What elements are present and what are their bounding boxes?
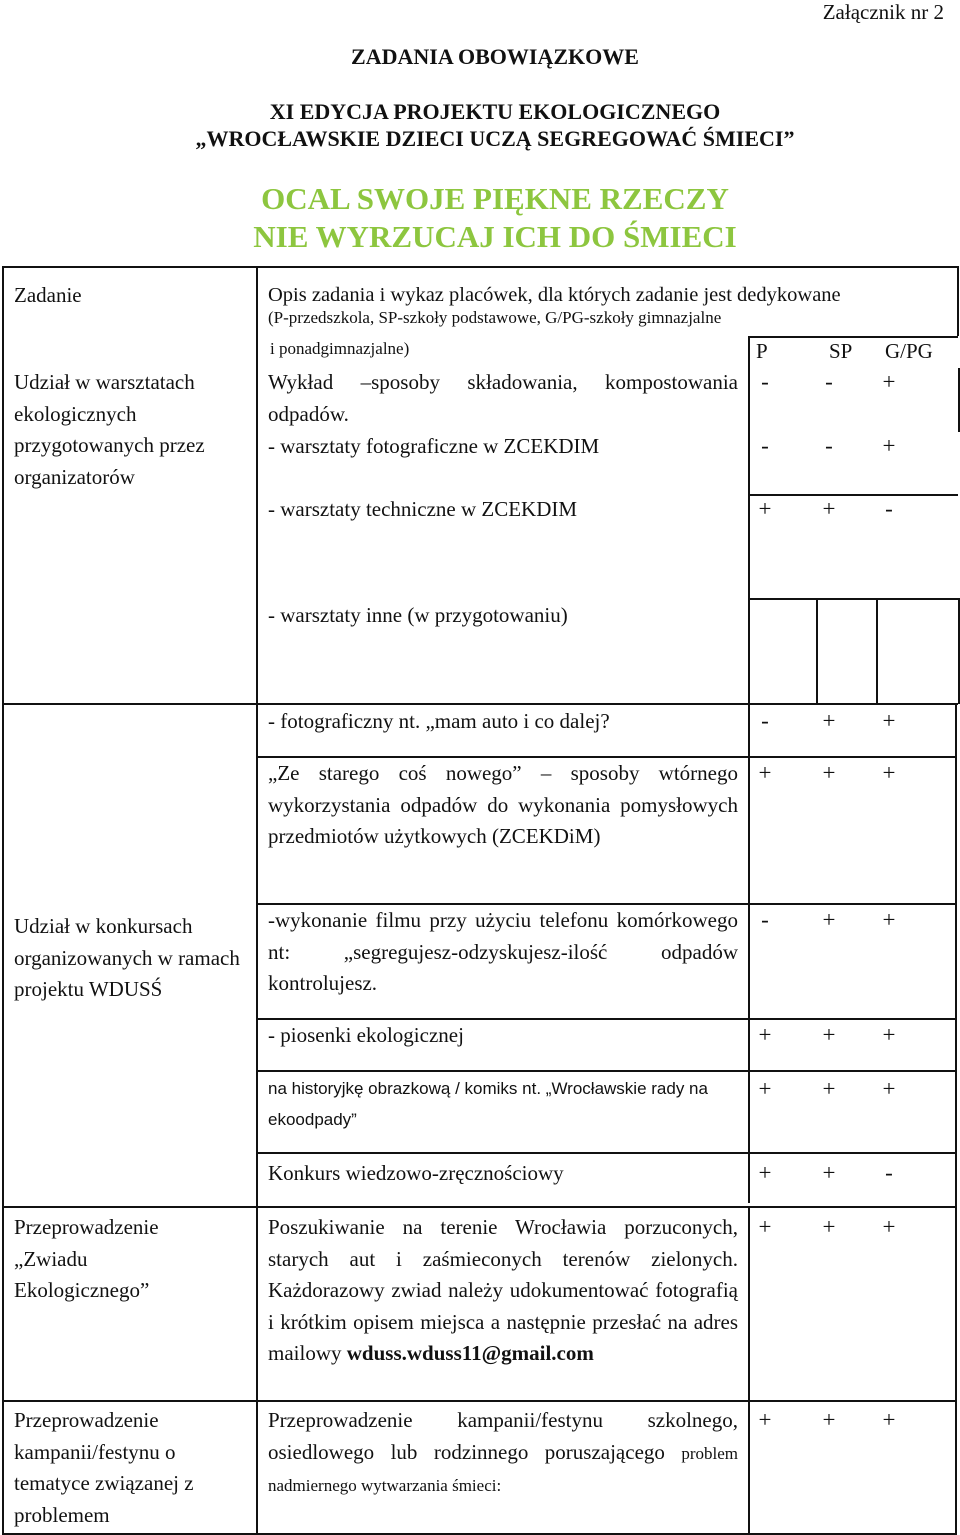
mark-sp: + (822, 1160, 836, 1185)
mark-p: - (761, 369, 769, 394)
col-header-sp: SP (829, 339, 853, 363)
col-header-description: Opis zadania i wykaz placówek, dla których zadanie jest dedykowane (268, 284, 841, 306)
row-photo-contest: - fotograficzny nt. „mam auto i co dalej? (268, 709, 610, 733)
mark-p: - (761, 907, 769, 932)
task-contests: Udział w konkursach organizowanych w ramach projektu WDUSŚ (14, 914, 240, 1001)
mark-gpg: + (882, 1214, 896, 1239)
mark-p: + (758, 760, 772, 785)
task-campaign: Przeprowadzenie kampanii/festynu o tematyce związanej z problemem (14, 1408, 194, 1527)
mark-sp: + (822, 1214, 836, 1239)
mark-gpg: + (882, 708, 896, 733)
col-header-p: P (756, 339, 768, 363)
row-other-workshops: - warsztaty inne (w przygotowaniu) (268, 603, 568, 627)
annex-label: Załącznik nr 2 (822, 0, 944, 24)
document-title: ZADANIA OBOWIĄZKOWE (351, 44, 639, 69)
project-title: „WROCŁAWSKIE DZIECI UCZĄ SEGREGOWAĆ ŚMIECI” (195, 126, 795, 151)
mark-gpg: + (882, 1022, 896, 1047)
mark-sp: + (822, 760, 836, 785)
mark-sp: - (825, 369, 833, 394)
mark-gpg: + (882, 760, 896, 785)
mark-gpg: + (882, 907, 896, 932)
mark-p: + (758, 496, 772, 521)
row-eco-scout (268, 1212, 738, 1370)
campaign-description: Przeprowadzenie kampanii/festynu szkolnego, osiedlowego lub rodzinnego poruszającego (268, 1408, 738, 1464)
mark-sp: + (822, 1076, 836, 1101)
col-header-legend-cont: i ponadgimnazjalne) (270, 339, 410, 358)
col-header-task: Zadanie (14, 283, 82, 307)
slogan-line-1: OCAL SWOJE PIĘKNE RZECZY (261, 181, 729, 216)
mark-gpg: + (882, 369, 896, 394)
col-header-legend: (P-przedszkola, SP-szkoły podstawowe, G/PG-szkoły gimnazjalne (268, 308, 722, 327)
mark-gpg: + (882, 1407, 896, 1432)
mark-sp: + (822, 496, 836, 521)
row-photo-workshops: - warsztaty fotograficzne w ZCEKDIM (268, 434, 600, 458)
mark-p: + (758, 1214, 772, 1239)
mark-sp: - (825, 433, 833, 458)
mark-gpg: - (885, 1160, 893, 1185)
eco-scout-description: Poszukiwanie na terenie Wrocławia porzuconych, starych aut i zaśmieconych terenów zielonych. Każdorazowy zwiad należy udokumentować fotografią i krótkim opisem miejsca a następnie przesłać na adres mailowy (268, 1215, 738, 1365)
row-knowledge-contest: Konkurs wiedzowo-zręcznościowy (268, 1161, 564, 1185)
row-tech-workshops: - warsztaty techniczne w ZCEKDIM (268, 497, 578, 521)
row-lecture: Wykład –sposoby składowania, kompostowania odpadów. (268, 370, 738, 426)
mark-p: + (758, 1160, 772, 1185)
row-comic-contest: na historyjkę obrazkową / komiks nt. „Wrocławskie rady na ekoodpady” (268, 1079, 708, 1129)
mark-gpg: - (885, 496, 893, 521)
mark-sp: + (822, 708, 836, 733)
contact-email[interactable]: wduss.wduss11@gmail.com (346, 1341, 594, 1365)
mark-p: - (761, 708, 769, 733)
task-eco-scout: Przeprowadzenie „Zwiadu Ekologicznego” (14, 1215, 159, 1302)
edition-title: XI EDYCJA PROJEKTU EKOLOGICZNEGO (269, 99, 721, 124)
mark-p: - (761, 433, 769, 458)
row-campaign (268, 1405, 738, 1502)
slogan-line-2: NIE WYRZUCAJ ICH DO ŚMIECI (253, 219, 737, 254)
row-song-contest: - piosenki ekologicznej (268, 1023, 464, 1047)
mark-gpg: + (882, 433, 896, 458)
mark-sp: + (822, 1407, 836, 1432)
mark-sp: + (822, 1022, 836, 1047)
col-header-gpg: G/PG (885, 339, 933, 363)
campaign-description-end: problem nadmiernego wytwarzania śmieci: (268, 1443, 739, 1495)
mark-gpg: + (882, 1076, 896, 1101)
task-workshops: Udział w warsztatach ekologicznych przygotowanych przez organizatorów (14, 370, 205, 489)
mark-p: + (758, 1407, 772, 1432)
row-old-to-new-contest: „Ze starego coś nowego” – sposoby wtórnego wykorzystania odpadów do wykonania pomysłowych przedmiotów użytkowych (ZCEKDiM) (268, 761, 738, 848)
mark-p: + (758, 1076, 772, 1101)
row-film-contest: -wykonanie filmu przy użyciu telefonu komórkowego nt: „segregujesz-odzyskujesz-ilość odpadów kontrolujesz. (268, 908, 738, 995)
mark-sp: + (822, 907, 836, 932)
mark-p: + (758, 1022, 772, 1047)
